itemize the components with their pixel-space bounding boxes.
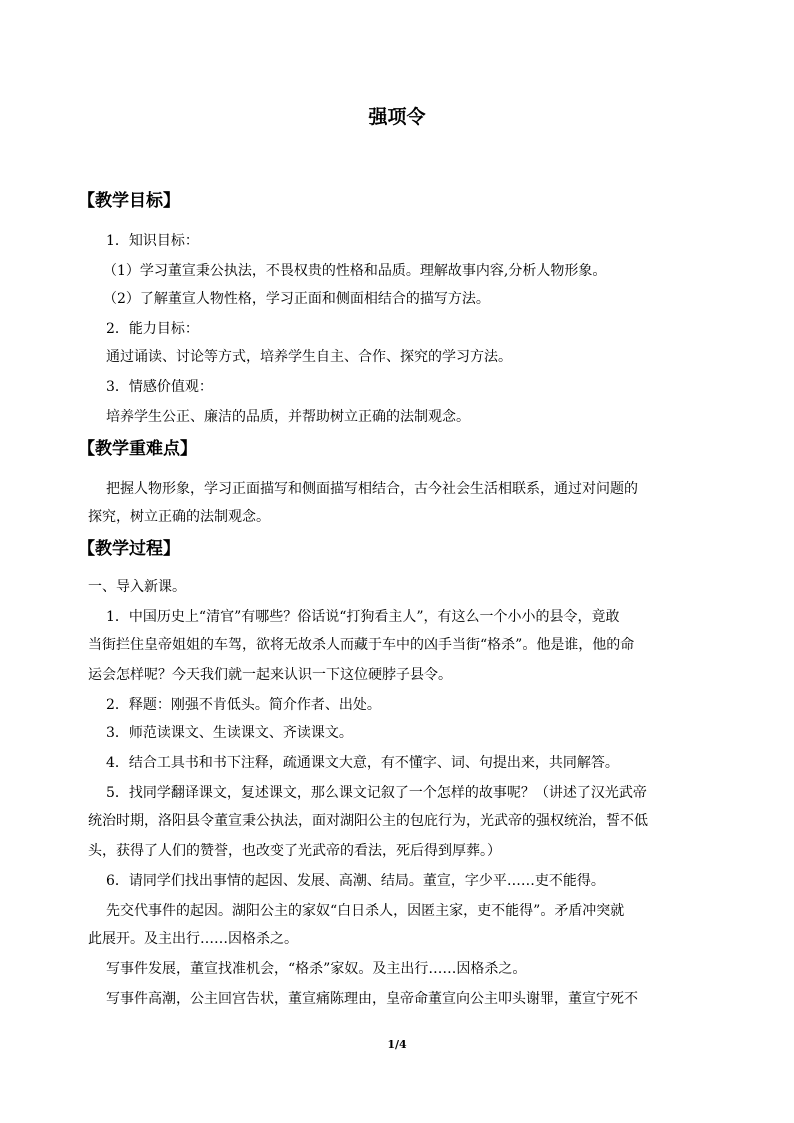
process-line: 写事件高潮，公主回宫告状，董宣痛陈理由，皇帝命董宣向公主叩头谢罪，董宣宁死不 (106, 991, 638, 1007)
heading-difficulty: 【教学重难点】 (78, 439, 197, 459)
process-line: 5．找同学翻译课文，复述课文，那么课文记叙了一个怎样的故事呢？（讲述了汉光武帝 (106, 785, 647, 801)
goal-line: （1）学习董宣秉公执法，不畏权贵的性格和品质。理解故事内容,分析人物形象。 (103, 263, 607, 279)
goal-line: 2．能力目标： (106, 321, 199, 337)
difficulty-line: 探究，树立正确的法制观念。 (88, 509, 270, 525)
goal-line: （2）了解董宣人物性格，学习正面和侧面相结合的描写方法。 (103, 291, 490, 307)
process-line: 运会怎样呢？今天我们就一起来认识一下这位硬脖子县令。 (88, 667, 452, 683)
heading-process: 【教学过程】 (78, 539, 180, 559)
process-line: 此展开。及主出行……因格杀之。 (88, 931, 298, 947)
process-line: 1．中国历史上“清官”有哪些？俗话说“打狗看主人”，有这么一个小小的县令，竟敢 (106, 609, 620, 625)
goal-line: 3．情感价值观： (106, 379, 213, 395)
heading-goals: 【教学目标】 (78, 191, 180, 211)
process-line: 一、导入新课。 (88, 579, 186, 595)
document-title: 强项令 (368, 106, 426, 128)
goal-line: 通过诵读、讨论等方式，培养学生自主、合作、探究的学习方法。 (106, 349, 512, 365)
process-line: 统治时期，洛阳县令董宣秉公执法，面对湖阳公主的包庇行为，光武帝的强权统治，誓不低 (88, 813, 648, 829)
goal-line: 培养学生公正、廉洁的品质，并帮助树立正确的法制观念。 (106, 409, 470, 425)
process-line: 当街拦住皇帝姐姐的车驾，欲将无故杀人而藏于车中的凶手当街“格杀”。他是谁，他的命 (88, 637, 635, 653)
goal-line: 1．知识目标： (106, 233, 199, 249)
difficulty-line: 把握人物形象，学习正面描写和侧面描写相结合，古今社会生活相联系，通过对问题的 (106, 481, 638, 497)
process-line: 3．师范读课文、生读课文、齐读课文。 (106, 725, 353, 741)
page-number: 1/4 (387, 1038, 407, 1051)
process-line: 6．请同学们找出事情的起因、发展、高潮、结局。董宣，字少平……吏不能得。 (106, 873, 605, 889)
process-line: 4．结合工具书和书下注释，疏通课文大意，有不懂字、词、句提出来，共同解答。 (106, 755, 619, 771)
process-line: 先交代事件的起因。湖阳公主的家奴“白日杀人，因匿主家，吏不能得”。矛盾冲突就 (106, 903, 625, 919)
process-line: 头，获得了人们的赞誉，也改变了光武帝的看法，死后得到厚葬。） (88, 843, 501, 859)
process-line: 写事件发展，董宣找准机会，“格杀”家奴。及主出行……因格杀之。 (106, 961, 527, 977)
process-line: 2．释题：刚强不肯低头。简介作者、出处。 (106, 697, 381, 713)
